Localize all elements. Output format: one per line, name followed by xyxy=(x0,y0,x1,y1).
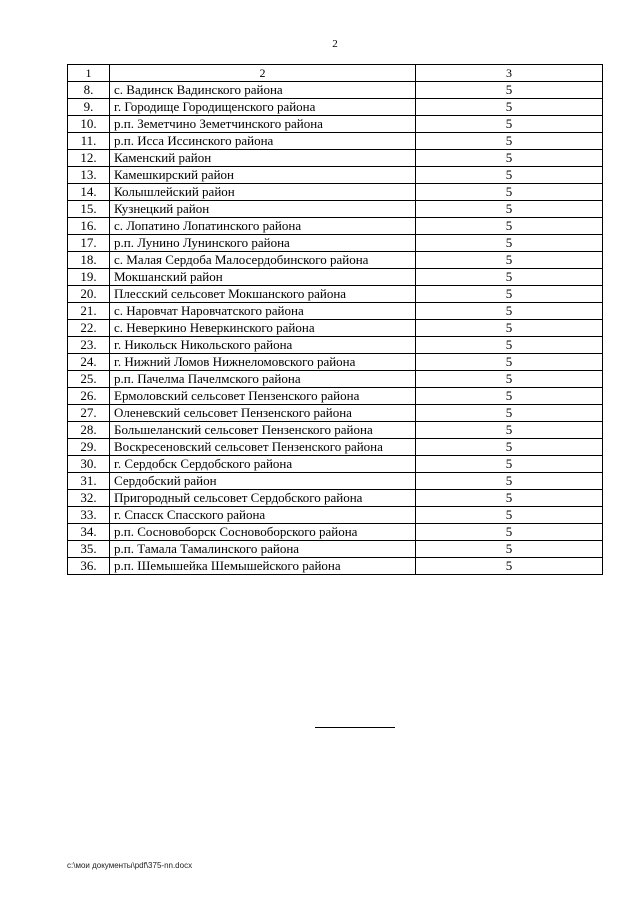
row-name: Кузнецкий район xyxy=(110,201,416,218)
footer-file-path: c:\мои документы\pdf\375-nn.docx xyxy=(67,861,193,870)
table-row xyxy=(68,371,603,388)
row-name: г. Никольск Никольского района xyxy=(110,337,416,354)
row-number: 29. xyxy=(68,439,110,456)
row-value: 5 xyxy=(416,218,603,235)
row-value: 5 xyxy=(416,337,603,354)
row-number: 30. xyxy=(68,456,110,473)
row-name: р.п. Сосновоборск Сосновоборского района xyxy=(110,524,416,541)
row-name: р.п. Шемышейка Шемышейского района xyxy=(110,558,416,575)
table-row xyxy=(68,133,603,150)
row-name: р.п. Лунино Лунинского района xyxy=(110,235,416,252)
row-value: 5 xyxy=(416,82,603,99)
row-number: 23. xyxy=(68,337,110,354)
row-number: 26. xyxy=(68,388,110,405)
row-number: 33. xyxy=(68,507,110,524)
row-number: 36. xyxy=(68,558,110,575)
row-name: Большеланский сельсовет Пензенского района xyxy=(110,422,416,439)
row-number: 21. xyxy=(68,303,110,320)
row-name: г. Сердобск Сердобского района xyxy=(110,456,416,473)
row-value: 5 xyxy=(416,371,603,388)
row-number: 31. xyxy=(68,473,110,490)
table-row xyxy=(68,405,603,422)
row-number: 22. xyxy=(68,320,110,337)
row-name: Пригородный сельсовет Сердобского района xyxy=(110,490,416,507)
table-row xyxy=(68,541,603,558)
table-row xyxy=(68,439,603,456)
row-value: 5 xyxy=(416,252,603,269)
row-number: 35. xyxy=(68,541,110,558)
row-number: 32. xyxy=(68,490,110,507)
allocation-table xyxy=(67,64,603,575)
row-name: г. Нижний Ломов Нижнеломовского района xyxy=(110,354,416,371)
table-row xyxy=(68,354,603,371)
table-row xyxy=(68,303,603,320)
row-value: 5 xyxy=(416,303,603,320)
row-value: 5 xyxy=(416,405,603,422)
row-value: 5 xyxy=(416,456,603,473)
row-number: 8. xyxy=(68,82,110,99)
row-value: 5 xyxy=(416,422,603,439)
row-value: 5 xyxy=(416,558,603,575)
header-col-2: 2 xyxy=(110,65,416,82)
row-value: 5 xyxy=(416,354,603,371)
row-name: р.п. Земетчино Земетчинского района xyxy=(110,116,416,133)
row-name: с. Вадинск Вадинского района xyxy=(110,82,416,99)
table-row xyxy=(68,116,603,133)
row-number: 24. xyxy=(68,354,110,371)
table-row xyxy=(68,524,603,541)
row-value: 5 xyxy=(416,286,603,303)
row-name: Плесский сельсовет Мокшанского района xyxy=(110,286,416,303)
page-number: 2 xyxy=(332,38,338,50)
row-value: 5 xyxy=(416,235,603,252)
row-number: 17. xyxy=(68,235,110,252)
row-name: Мокшанский район xyxy=(110,269,416,286)
row-value: 5 xyxy=(416,133,603,150)
row-name: г. Городище Городищенского района xyxy=(110,99,416,116)
row-name: с. Неверкино Неверкинского района xyxy=(110,320,416,337)
row-value: 5 xyxy=(416,99,603,116)
table-row xyxy=(68,422,603,439)
table-row xyxy=(68,99,603,116)
row-number: 13. xyxy=(68,167,110,184)
row-number: 10. xyxy=(68,116,110,133)
table-row xyxy=(68,456,603,473)
row-name: Камешкирский район xyxy=(110,167,416,184)
row-value: 5 xyxy=(416,524,603,541)
row-name: р.п. Исса Иссинского района xyxy=(110,133,416,150)
row-name: Ермоловский сельсовет Пензенского района xyxy=(110,388,416,405)
row-value: 5 xyxy=(416,201,603,218)
row-value: 5 xyxy=(416,320,603,337)
table-header-row xyxy=(68,65,603,82)
row-number: 20. xyxy=(68,286,110,303)
row-number: 25. xyxy=(68,371,110,388)
row-number: 18. xyxy=(68,252,110,269)
table-row xyxy=(68,558,603,575)
row-number: 12. xyxy=(68,150,110,167)
table-row xyxy=(68,269,603,286)
table-row xyxy=(68,82,603,99)
table-row xyxy=(68,490,603,507)
table-row xyxy=(68,167,603,184)
row-value: 5 xyxy=(416,439,603,456)
row-value: 5 xyxy=(416,507,603,524)
row-value: 5 xyxy=(416,541,603,558)
row-name: Колышлейский район xyxy=(110,184,416,201)
row-value: 5 xyxy=(416,269,603,286)
row-name: с. Наровчат Наровчатского района xyxy=(110,303,416,320)
table-row xyxy=(68,337,603,354)
table-row xyxy=(68,388,603,405)
table-row xyxy=(68,184,603,201)
table-row xyxy=(68,320,603,337)
row-value: 5 xyxy=(416,490,603,507)
row-number: 11. xyxy=(68,133,110,150)
header-col-1: 1 xyxy=(68,65,110,82)
table-row xyxy=(68,286,603,303)
row-name: р.п. Пачелма Пачелмского района xyxy=(110,371,416,388)
row-name: Сердобский район xyxy=(110,473,416,490)
table-row xyxy=(68,507,603,524)
row-value: 5 xyxy=(416,150,603,167)
row-value: 5 xyxy=(416,473,603,490)
signature-line xyxy=(315,727,395,728)
row-number: 15. xyxy=(68,201,110,218)
row-number: 28. xyxy=(68,422,110,439)
row-number: 19. xyxy=(68,269,110,286)
table-row xyxy=(68,150,603,167)
row-name: с. Малая Сердоба Малосердобинского района xyxy=(110,252,416,269)
row-name: р.п. Тамала Тамалинского района xyxy=(110,541,416,558)
row-name: Каменский район xyxy=(110,150,416,167)
row-value: 5 xyxy=(416,184,603,201)
table-row xyxy=(68,252,603,269)
table-row xyxy=(68,235,603,252)
row-value: 5 xyxy=(416,167,603,184)
row-name: Оленевский сельсовет Пензенского района xyxy=(110,405,416,422)
row-number: 9. xyxy=(68,99,110,116)
header-col-3: 3 xyxy=(416,65,603,82)
table-row xyxy=(68,473,603,490)
row-name: с. Лопатино Лопатинского района xyxy=(110,218,416,235)
table-row xyxy=(68,201,603,218)
row-value: 5 xyxy=(416,388,603,405)
row-value: 5 xyxy=(416,116,603,133)
row-number: 34. xyxy=(68,524,110,541)
row-name: Воскресеновский сельсовет Пензенского района xyxy=(110,439,416,456)
row-name: г. Спасск Спасского района xyxy=(110,507,416,524)
row-number: 27. xyxy=(68,405,110,422)
table-body xyxy=(68,65,603,575)
row-number: 14. xyxy=(68,184,110,201)
row-number: 16. xyxy=(68,218,110,235)
table-row xyxy=(68,218,603,235)
